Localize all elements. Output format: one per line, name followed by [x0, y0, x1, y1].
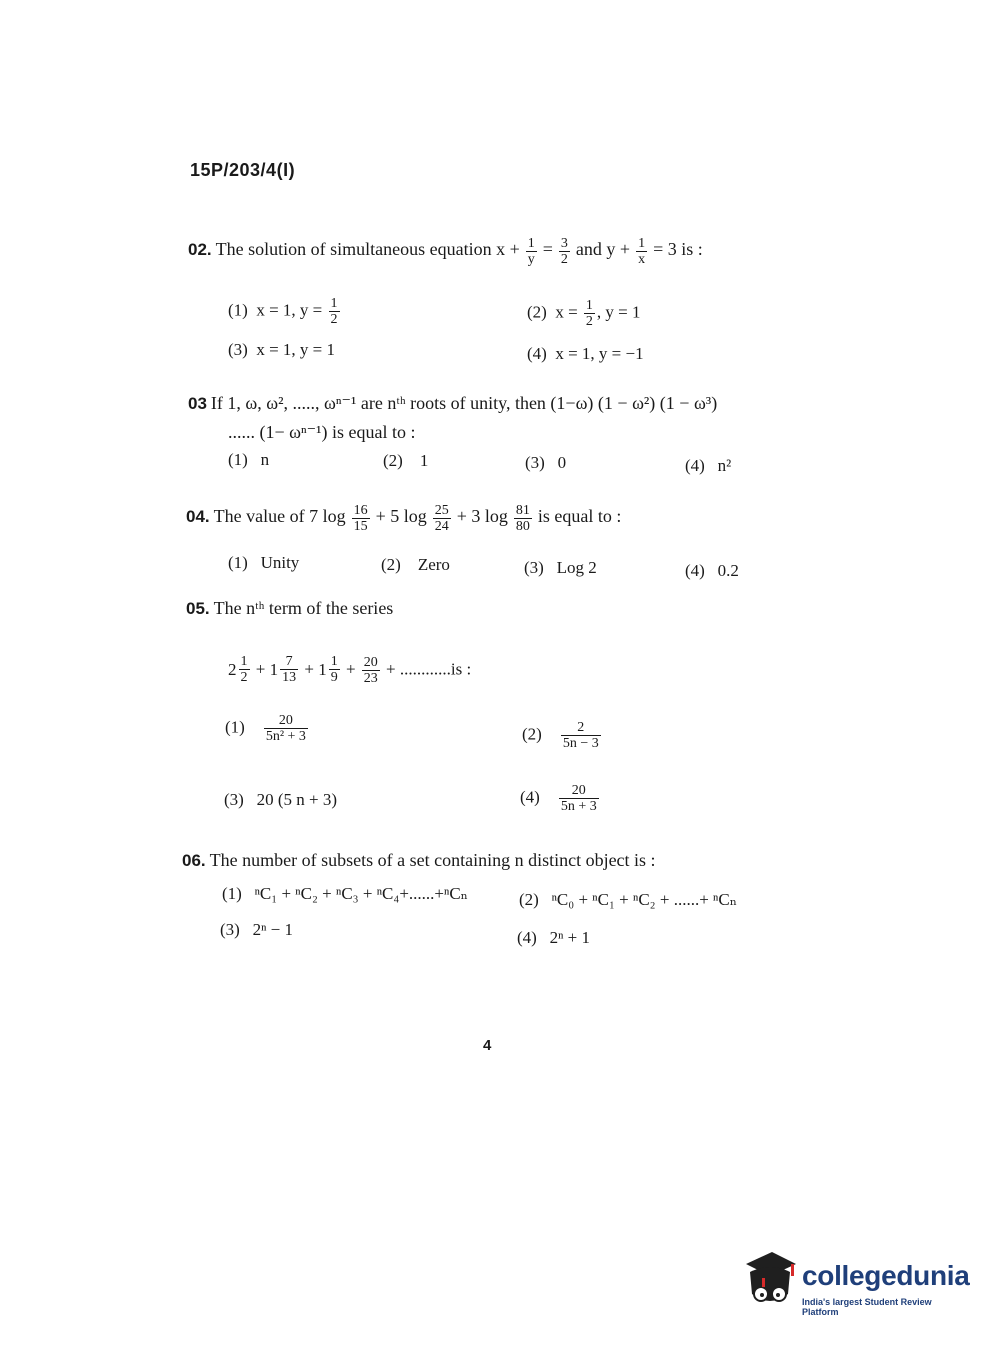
question-number: 04.	[186, 507, 210, 527]
question-stem: The value of 7 log	[213, 506, 346, 527]
question-03	[188, 393, 717, 414]
option-4: (4) x = 1, y = −1	[527, 344, 644, 363]
option-2: (2) Zero	[381, 555, 450, 574]
option-1: (1) $\frac{20}{\text{5n² + 3}}$	[225, 713, 306, 744]
option-1: (1) ⁿC₁ + ⁿC₂ + ⁿC₃ + ⁿC₄+......+ⁿCₙ	[222, 884, 469, 903]
option-1: (1) n	[228, 450, 270, 469]
question-02: 02. The solution of simultaneous equation x + $\frac{1}{y}$ = $\frac{3}{2}$ and y + $\frac{1}{x}$ = 3 is :	[188, 236, 703, 267]
option-4: (4) 0.2	[685, 561, 739, 580]
option-3: (3) 2ⁿ − 1	[220, 920, 294, 939]
question-number: 03	[188, 394, 207, 413]
option-3: (3) 0	[525, 453, 567, 472]
logo-wordmark: collegedunia	[802, 1260, 970, 1291]
option-3: (3) x = 1, y = 1	[228, 340, 336, 359]
option-2: (2) ⁿC₀ + ⁿC₁ + ⁿC₂ + ......+ ⁿCₙ	[519, 890, 738, 909]
paper-code: 15P/203/4(I)	[190, 160, 296, 180]
question-number: 06.	[182, 851, 206, 870]
option-3: (3) Log 2	[524, 558, 597, 577]
collegedunia-watermark	[740, 1250, 970, 1320]
fraction: $\frac{16}{15}$	[353, 503, 368, 534]
question-06	[182, 850, 656, 871]
option-4: (4) n²	[685, 456, 732, 475]
option-1: (1) x = 1, y = $\frac{1}{2}$	[228, 296, 338, 327]
question-number: 05.	[186, 599, 210, 618]
question-stem: The nᵗʰ term of the series	[213, 598, 394, 618]
mascot-icon	[740, 1250, 800, 1316]
question-number: 02.	[188, 240, 212, 260]
page-number: 4	[483, 1037, 492, 1054]
question-05	[186, 598, 393, 619]
option-4: (4) 2ⁿ + 1	[517, 928, 591, 947]
option-1: (1) Unity	[228, 553, 300, 572]
series-expression: 2 $\frac{1}{2}$ + 1 $\frac{7}{13}$ + 1 $\frac{1}{9}$ + $\frac{20}{23}$ + ............is :	[228, 654, 472, 687]
option-2: (2) x = $\frac{1}{2}$ , y = 1	[527, 298, 641, 329]
fraction: $\frac{81}{80}$	[515, 503, 530, 534]
option-2: (2) $\frac{2}{5n - 3}$	[522, 720, 599, 751]
fraction: $\frac{3}{2}$	[560, 236, 568, 267]
question-stem: The number of subsets of a set containing n distinct object is :	[209, 850, 656, 870]
fraction: $\frac{1}{y}$	[527, 236, 535, 267]
fraction: $\frac{1}{x}$	[638, 236, 646, 267]
logo-tagline: India's largest Student Review Platform	[802, 1297, 932, 1317]
option-2: (2) 1	[383, 451, 429, 470]
question-04: 04. The value of 7 log $\frac{16}{15}$ + 5 log $\frac{25}{24}$ + 3 log $\frac{81}{80}$ is equal to :	[186, 503, 622, 534]
option-4: (4) $\frac{20}{5n + 3}$	[520, 783, 597, 814]
option-3: (3) 20 (5 n + 3)	[224, 790, 337, 809]
question-stem: The solution of simultaneous equation x +	[215, 239, 520, 260]
question-stem-continued: ...... (1− ωⁿ⁻¹) is equal to :	[228, 422, 416, 442]
question-stem: If 1, ω, ω², ....., ωⁿ⁻¹ are nᵗʰ roots of unity, then (1−ω) (1 − ω²) (1 − ω³)	[210, 393, 718, 413]
fraction: $\frac{25}{24}$	[434, 503, 449, 534]
